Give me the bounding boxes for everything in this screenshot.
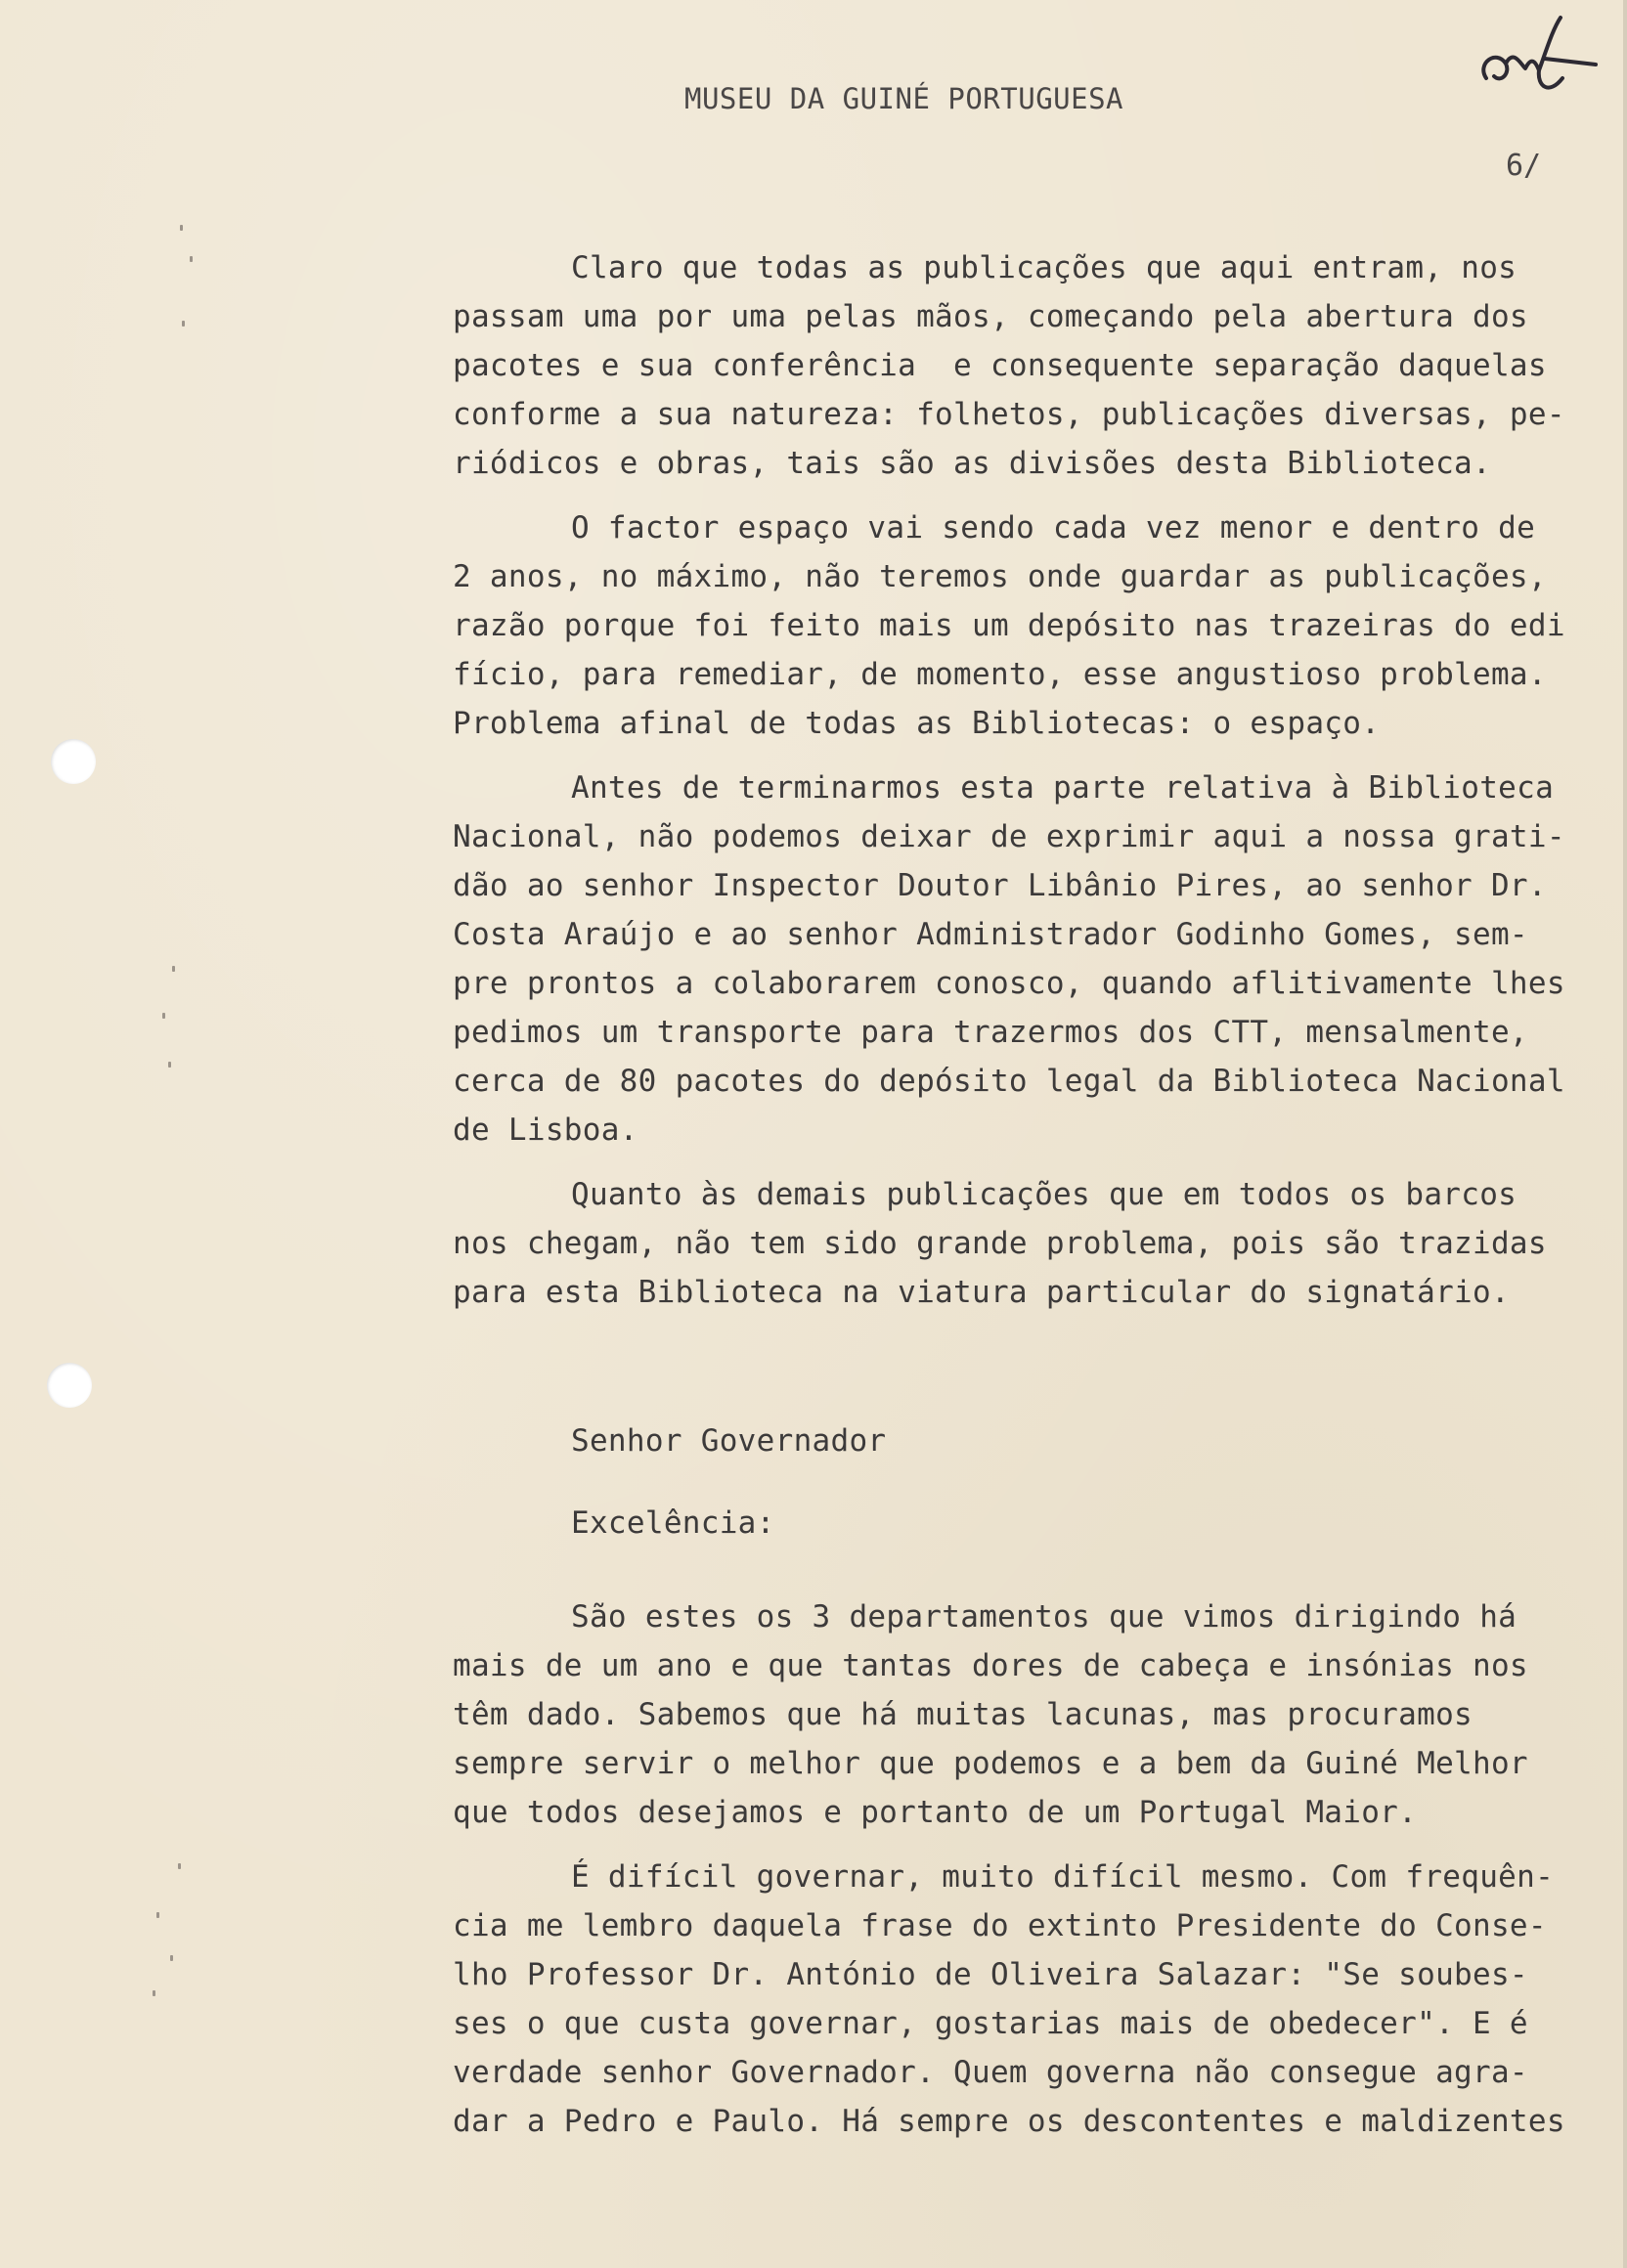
salutation: Senhor Governador: [571, 1423, 887, 1459]
text-line: cia me lembro daquela frase do extinto Presidente do Conse-: [453, 1908, 1547, 1943]
text-line: que todos desejamos e portanto de um Portugal Maior.: [453, 1795, 1418, 1830]
text-line: Nacional, não podemos deixar de exprimir aqui a nossa grati-: [453, 819, 1565, 854]
text-line: têm dado. Sabemos que há muitas lacunas, mas procuramos: [453, 1697, 1473, 1732]
text-line: razão porque foi feito mais um depósito nas trazeiras do edi: [453, 608, 1565, 643]
text-line: ses o que custa governar, gostarias mais de obedecer". E é: [453, 2006, 1528, 2041]
text-line: cerca de 80 pacotes do depósito legal da Biblioteca Nacional: [453, 1064, 1565, 1099]
text-line: pre prontos a colaborarem conosco, quando aflitivamente lhes: [453, 966, 1565, 1001]
text-line: Costa Araújo e ao senhor Administrador Godinho Gomes, sem-: [453, 917, 1528, 952]
text-line: Problema afinal de todas as Bibliotecas: o espaço.: [453, 706, 1381, 741]
text-line: pacotes e sua conferência e consequente separação daquelas: [453, 348, 1547, 383]
margin-speck: [156, 1912, 159, 1918]
text-line: verdade senhor Governador. Quem governa não consegue agra-: [453, 2055, 1528, 2090]
text-line: nos chegam, não tem sido grande problema, pois são trazidas: [453, 1226, 1547, 1261]
margin-speck: [178, 1863, 181, 1869]
text-line: conforme a sua natureza: folhetos, publicações diversas, pe-: [453, 397, 1565, 432]
text-line: fício, para remediar, de momento, esse angustioso problema.: [453, 657, 1547, 692]
document-header: MUSEU DA GUINÉ PORTUGUESA: [684, 82, 1123, 115]
text-line: de Lisboa.: [453, 1112, 638, 1148]
text-line: dão ao senhor Inspector Doutor Libânio Pires, ao senhor Dr.: [453, 868, 1547, 903]
text-line: Antes de terminarmos esta parte relativa à Biblioteca: [571, 770, 1555, 806]
text-line: riódicos e obras, tais são as divisões desta Biblioteca.: [453, 446, 1491, 481]
text-line: passam uma por uma pelas mãos, começando pela abertura dos: [453, 299, 1528, 334]
text-line: É difícil governar, muito difícil mesmo. Com frequên-: [571, 1859, 1555, 1895]
page-number: 6/: [1506, 149, 1542, 183]
text-line: São estes os 3 departamentos que vimos dirigindo há: [571, 1599, 1517, 1635]
text-line: O factor espaço vai sendo cada vez menor e dentro de: [571, 510, 1536, 545]
text-line: Quanto às demais publicações que em todos os barcos: [571, 1177, 1517, 1212]
text-line: pedimos um transporte para trazermos dos CTT, mensalmente,: [453, 1015, 1528, 1050]
text-line: lho Professor Dr. António de Oliveira Salazar: "Se soubes-: [453, 1957, 1528, 1992]
text-line: Claro que todas as publicações que aqui entram, nos: [571, 250, 1517, 285]
text-line: 2 anos, no máximo, não teremos onde guardar as publicações,: [453, 559, 1547, 594]
text-line: mais de um ano e que tantas dores de cabeça e insónias nos: [453, 1648, 1528, 1683]
text-line: para esta Biblioteca na viatura particular do signatário.: [453, 1275, 1510, 1310]
text-line: dar a Pedro e Paulo. Há sempre os descontentes e maldizentes: [453, 2104, 1565, 2139]
text-line: sempre servir o melhor que podemos e a bem da Guiné Melhor: [453, 1746, 1528, 1781]
greeting: Excelência:: [571, 1505, 775, 1541]
margin-speck: [153, 1990, 155, 1996]
margin-speck: [170, 1955, 173, 1961]
